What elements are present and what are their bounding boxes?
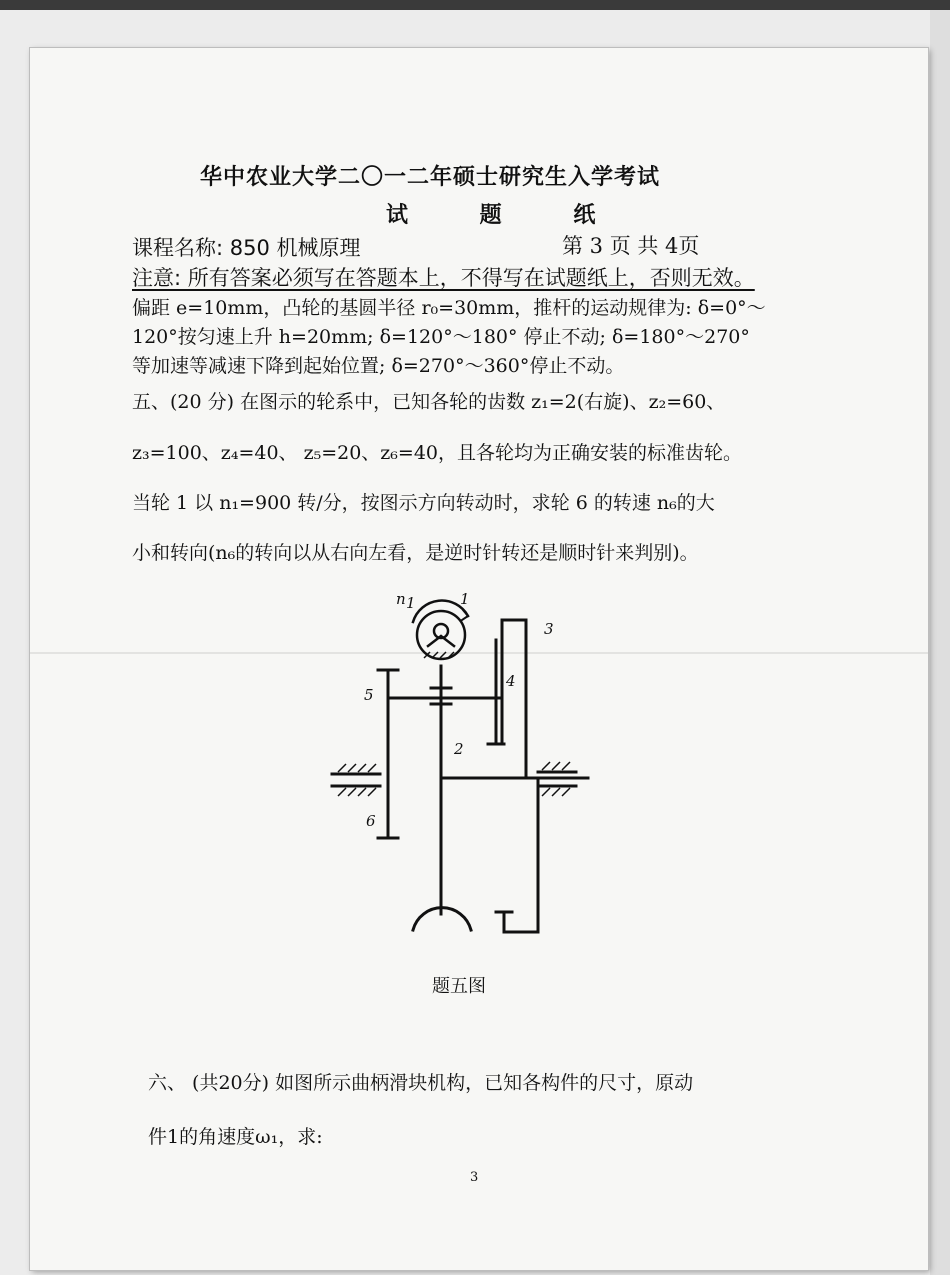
problem5-line: 五、(20 分) 在图示的轮系中，已知各轮的齿数 z₁=2(右旋)、z₂=60、 xyxy=(132,391,726,413)
problem6-line: 六、 (共20分) 如图所示曲柄滑块机构，已知各构件的尺寸，原动 xyxy=(148,1072,694,1094)
label-gear5: 5 xyxy=(364,686,374,704)
course-name: 课程名称: 850 机械原理 xyxy=(132,236,361,260)
label-gear2: 2 xyxy=(454,740,464,758)
continued-problem-line: 120°按匀速上升 h=20mm; δ=120°～180° 停止不动; δ=180°～270° xyxy=(132,326,750,348)
notice: 注意: 所有答案必须写在答题本上，不得写在试题纸上，否则无效。 xyxy=(132,266,755,290)
problem5-line: 小和转向(n₆的转向以从右向左看，是逆时针转还是顺时针来判别)。 xyxy=(132,542,699,564)
gear3-frame-bottom xyxy=(504,778,538,932)
problem5-line: 当轮 1 以 n₁=900 转/分，按图示方向转动时，求轮 6 的转速 n₆的大 xyxy=(132,492,715,514)
page-info: 第 3 页 共 4页 xyxy=(562,234,700,258)
label-gear3: 3 xyxy=(544,620,554,638)
label-gear6: 6 xyxy=(366,812,376,830)
continued-problem-line: 偏距 e=10mm，凸轮的基圆半径 r₀=30mm，推杆的运动规律为: δ=0°～ xyxy=(132,297,766,319)
scan-top-edge xyxy=(0,0,950,10)
problem5-line: z₃=100、z₄=40、 z₅=20、z₆=40，且各轮均为正确安装的标准齿轮。 xyxy=(132,442,743,464)
figure-caption: 题五图 xyxy=(432,976,486,997)
continued-problem-line: 等加速等减速下降到起始位置; δ=270°～360°停止不动。 xyxy=(132,355,625,377)
worm-base xyxy=(428,636,454,646)
label-n1-sub: 1 xyxy=(406,594,416,612)
gear-train-diagram xyxy=(320,582,620,944)
scan-right-edge xyxy=(930,10,950,1275)
rotation-arrow-head xyxy=(462,610,468,620)
gear-train-figure xyxy=(320,582,620,944)
page-number: 3 xyxy=(470,1170,479,1185)
label-gear1: 1 xyxy=(460,590,470,608)
gear3-frame-top xyxy=(502,620,526,778)
problem6-line: 件1的角速度ω₁，求: xyxy=(148,1126,323,1148)
label-n1: n xyxy=(396,590,406,608)
exam-subtitle: 试 题 纸 xyxy=(386,202,614,228)
exam-title: 华中农业大学二〇一二年硕士研究生入学考试 xyxy=(200,164,661,190)
label-gear4: 4 xyxy=(506,672,516,690)
